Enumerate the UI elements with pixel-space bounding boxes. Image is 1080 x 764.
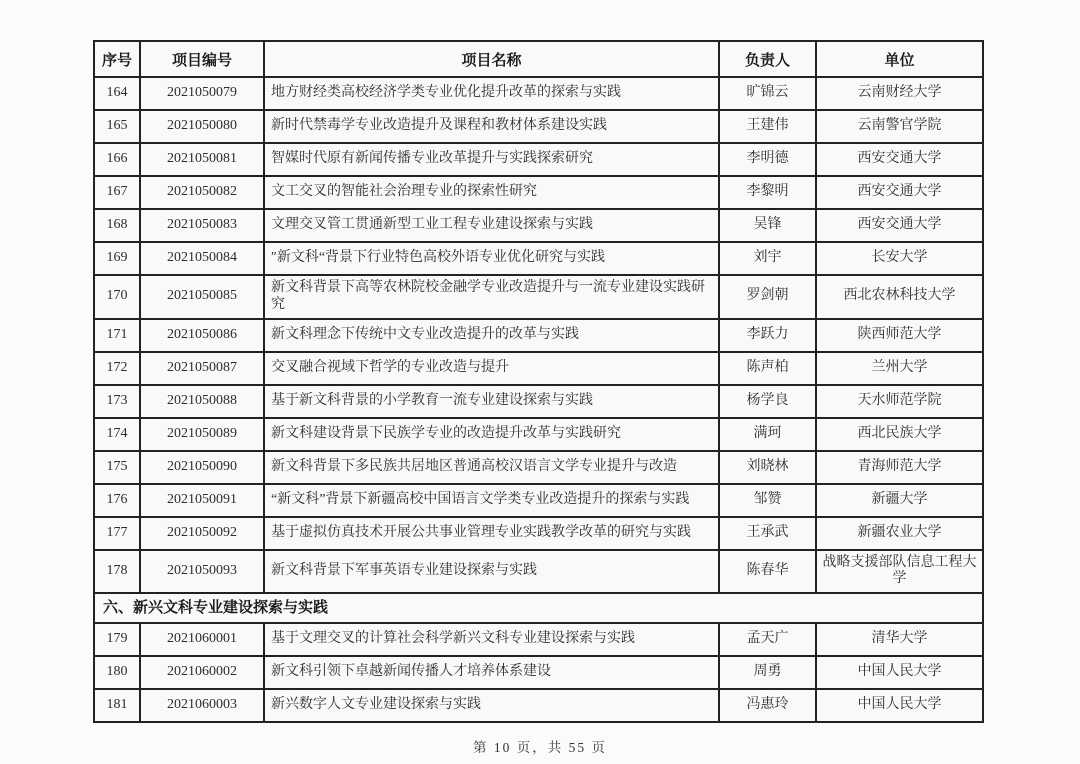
project-org: 新疆农业大学	[816, 517, 983, 550]
project-title: 新时代禁毒学专业改造提升及课程和教材体系建设实践	[264, 110, 719, 143]
table-row	[94, 656, 983, 689]
project-org: 西安交通大学	[816, 209, 983, 242]
project-leader: 李跃力	[719, 319, 816, 352]
project-title: 新文科背景下高等农林院校金融学专业改造提升与一流专业建设实践研究	[264, 275, 719, 319]
header-project-title: 项目名称	[264, 41, 719, 77]
project-title: 新文科背景下军事英语专业建设探索与实践	[264, 550, 719, 594]
project-title: 基于虚拟仿真技术开展公共事业管理专业实践教学改革的研究与实践	[264, 517, 719, 550]
project-code: 2021050087	[140, 352, 264, 385]
table-row	[94, 689, 983, 722]
row-number: 178	[94, 550, 140, 594]
table-row	[94, 176, 983, 209]
project-title: 基于新文科背景的小学教育一流专业建设探索与实践	[264, 385, 719, 418]
project-leader: 冯惠玲	[719, 689, 816, 722]
project-title: 文工交叉的智能社会治理专业的探索性研究	[264, 176, 719, 209]
project-leader: 王承武	[719, 517, 816, 550]
project-leader: 孟天广	[719, 623, 816, 656]
project-title: 智媒时代原有新闻传播专业改革提升与实践探索研究	[264, 143, 719, 176]
table-row	[94, 623, 983, 656]
table-row	[94, 319, 983, 352]
project-title: “新文科”背景下新疆高校中国语言文学类专业改造提升的探索与实践	[264, 484, 719, 517]
project-code: 2021050085	[140, 275, 264, 319]
table-row	[94, 451, 983, 484]
section-title: 六、新兴文科专业建设探索与实践	[94, 593, 983, 623]
row-number: 166	[94, 143, 140, 176]
project-leader: 陈春华	[719, 550, 816, 594]
table-row	[94, 209, 983, 242]
table-row	[94, 77, 983, 110]
table-row	[94, 352, 983, 385]
project-org: 青海师范大学	[816, 451, 983, 484]
project-code: 2021050090	[140, 451, 264, 484]
project-code: 2021050083	[140, 209, 264, 242]
table-row	[94, 143, 983, 176]
header-row-number: 序号	[94, 41, 140, 77]
project-code: 2021050079	[140, 77, 264, 110]
row-number: 168	[94, 209, 140, 242]
section-header-row	[94, 593, 983, 623]
row-number: 176	[94, 484, 140, 517]
project-leader: 陈声柏	[719, 352, 816, 385]
project-title: 新文科引领下卓越新闻传播人才培养体系建设	[264, 656, 719, 689]
row-number: 170	[94, 275, 140, 319]
project-code: 2021050089	[140, 418, 264, 451]
project-code: 2021050088	[140, 385, 264, 418]
row-number: 181	[94, 689, 140, 722]
project-org: 天水师范学院	[816, 385, 983, 418]
project-org: 西安交通大学	[816, 176, 983, 209]
project-leader: 刘晓林	[719, 451, 816, 484]
project-code: 2021050093	[140, 550, 264, 594]
table-row	[94, 385, 983, 418]
project-code: 2021050082	[140, 176, 264, 209]
project-org: 中国人民大学	[816, 656, 983, 689]
project-org: 西北农林科技大学	[816, 275, 983, 319]
project-org: 中国人民大学	[816, 689, 983, 722]
project-org: 云南警官学院	[816, 110, 983, 143]
project-leader: 吴锋	[719, 209, 816, 242]
project-org: 清华大学	[816, 623, 983, 656]
project-title: 新文科理念下传统中文专业改造提升的改革与实践	[264, 319, 719, 352]
project-leader: 邹赞	[719, 484, 816, 517]
project-leader: 旷锦云	[719, 77, 816, 110]
project-title: 交叉融合视域下哲学的专业改造与提升	[264, 352, 719, 385]
row-number: 177	[94, 517, 140, 550]
project-code: 2021050081	[140, 143, 264, 176]
row-number: 171	[94, 319, 140, 352]
table-row	[94, 484, 983, 517]
table-row	[94, 110, 983, 143]
project-org: 陕西师范大学	[816, 319, 983, 352]
project-code: 2021050084	[140, 242, 264, 275]
project-title: 新文科建设背景下民族学专业的改造提升改革与实践研究	[264, 418, 719, 451]
project-code: 2021050086	[140, 319, 264, 352]
project-org: 西北民族大学	[816, 418, 983, 451]
project-title: 新文科背景下多民族共居地区普通高校汉语言文学专业提升与改造	[264, 451, 719, 484]
row-number: 164	[94, 77, 140, 110]
project-title: ″新文科“背景下行业特色高校外语专业优化研究与实践	[264, 242, 719, 275]
project-title: 基于文理交叉的计算社会科学新兴文科专业建设探索与实践	[264, 623, 719, 656]
project-leader: 李明德	[719, 143, 816, 176]
project-leader: 周勇	[719, 656, 816, 689]
project-title: 文理交叉管工贯通新型工业工程专业建设探索与实践	[264, 209, 719, 242]
project-leader: 满珂	[719, 418, 816, 451]
header-project-leader: 负责人	[719, 41, 816, 77]
project-code: 2021060001	[140, 623, 264, 656]
table-row	[94, 517, 983, 550]
project-org: 西安交通大学	[816, 143, 983, 176]
project-leader: 李黎明	[719, 176, 816, 209]
row-number: 174	[94, 418, 140, 451]
table-row	[94, 275, 983, 319]
project-code: 2021050092	[140, 517, 264, 550]
project-org: 新疆大学	[816, 484, 983, 517]
project-leader: 刘宇	[719, 242, 816, 275]
row-number: 175	[94, 451, 140, 484]
header-project-code: 项目编号	[140, 41, 264, 77]
project-leader: 王建伟	[719, 110, 816, 143]
row-number: 169	[94, 242, 140, 275]
row-number: 167	[94, 176, 140, 209]
project-leader: 杨学良	[719, 385, 816, 418]
projects-table	[93, 40, 984, 723]
table-row	[94, 242, 983, 275]
row-number: 179	[94, 623, 140, 656]
row-number: 173	[94, 385, 140, 418]
project-org: 长安大学	[816, 242, 983, 275]
page-footer: 第 10 页，共 55 页	[473, 740, 607, 755]
row-number: 165	[94, 110, 140, 143]
project-org: 兰州大学	[816, 352, 983, 385]
table-row	[94, 550, 983, 594]
project-org: 云南财经大学	[816, 77, 983, 110]
project-code: 2021050091	[140, 484, 264, 517]
row-number: 172	[94, 352, 140, 385]
project-org: 战略支援部队信息工程大学	[816, 550, 983, 594]
row-number: 180	[94, 656, 140, 689]
project-code: 2021060002	[140, 656, 264, 689]
project-leader: 罗剑朝	[719, 275, 816, 319]
table-header-row	[94, 41, 983, 77]
table-row	[94, 418, 983, 451]
project-code: 2021060003	[140, 689, 264, 722]
project-title: 地方财经类高校经济学类专业优化提升改革的探索与实践	[264, 77, 719, 110]
project-code: 2021050080	[140, 110, 264, 143]
project-title: 新兴数字人文专业建设探索与实践	[264, 689, 719, 722]
header-project-org: 单位	[816, 41, 983, 77]
